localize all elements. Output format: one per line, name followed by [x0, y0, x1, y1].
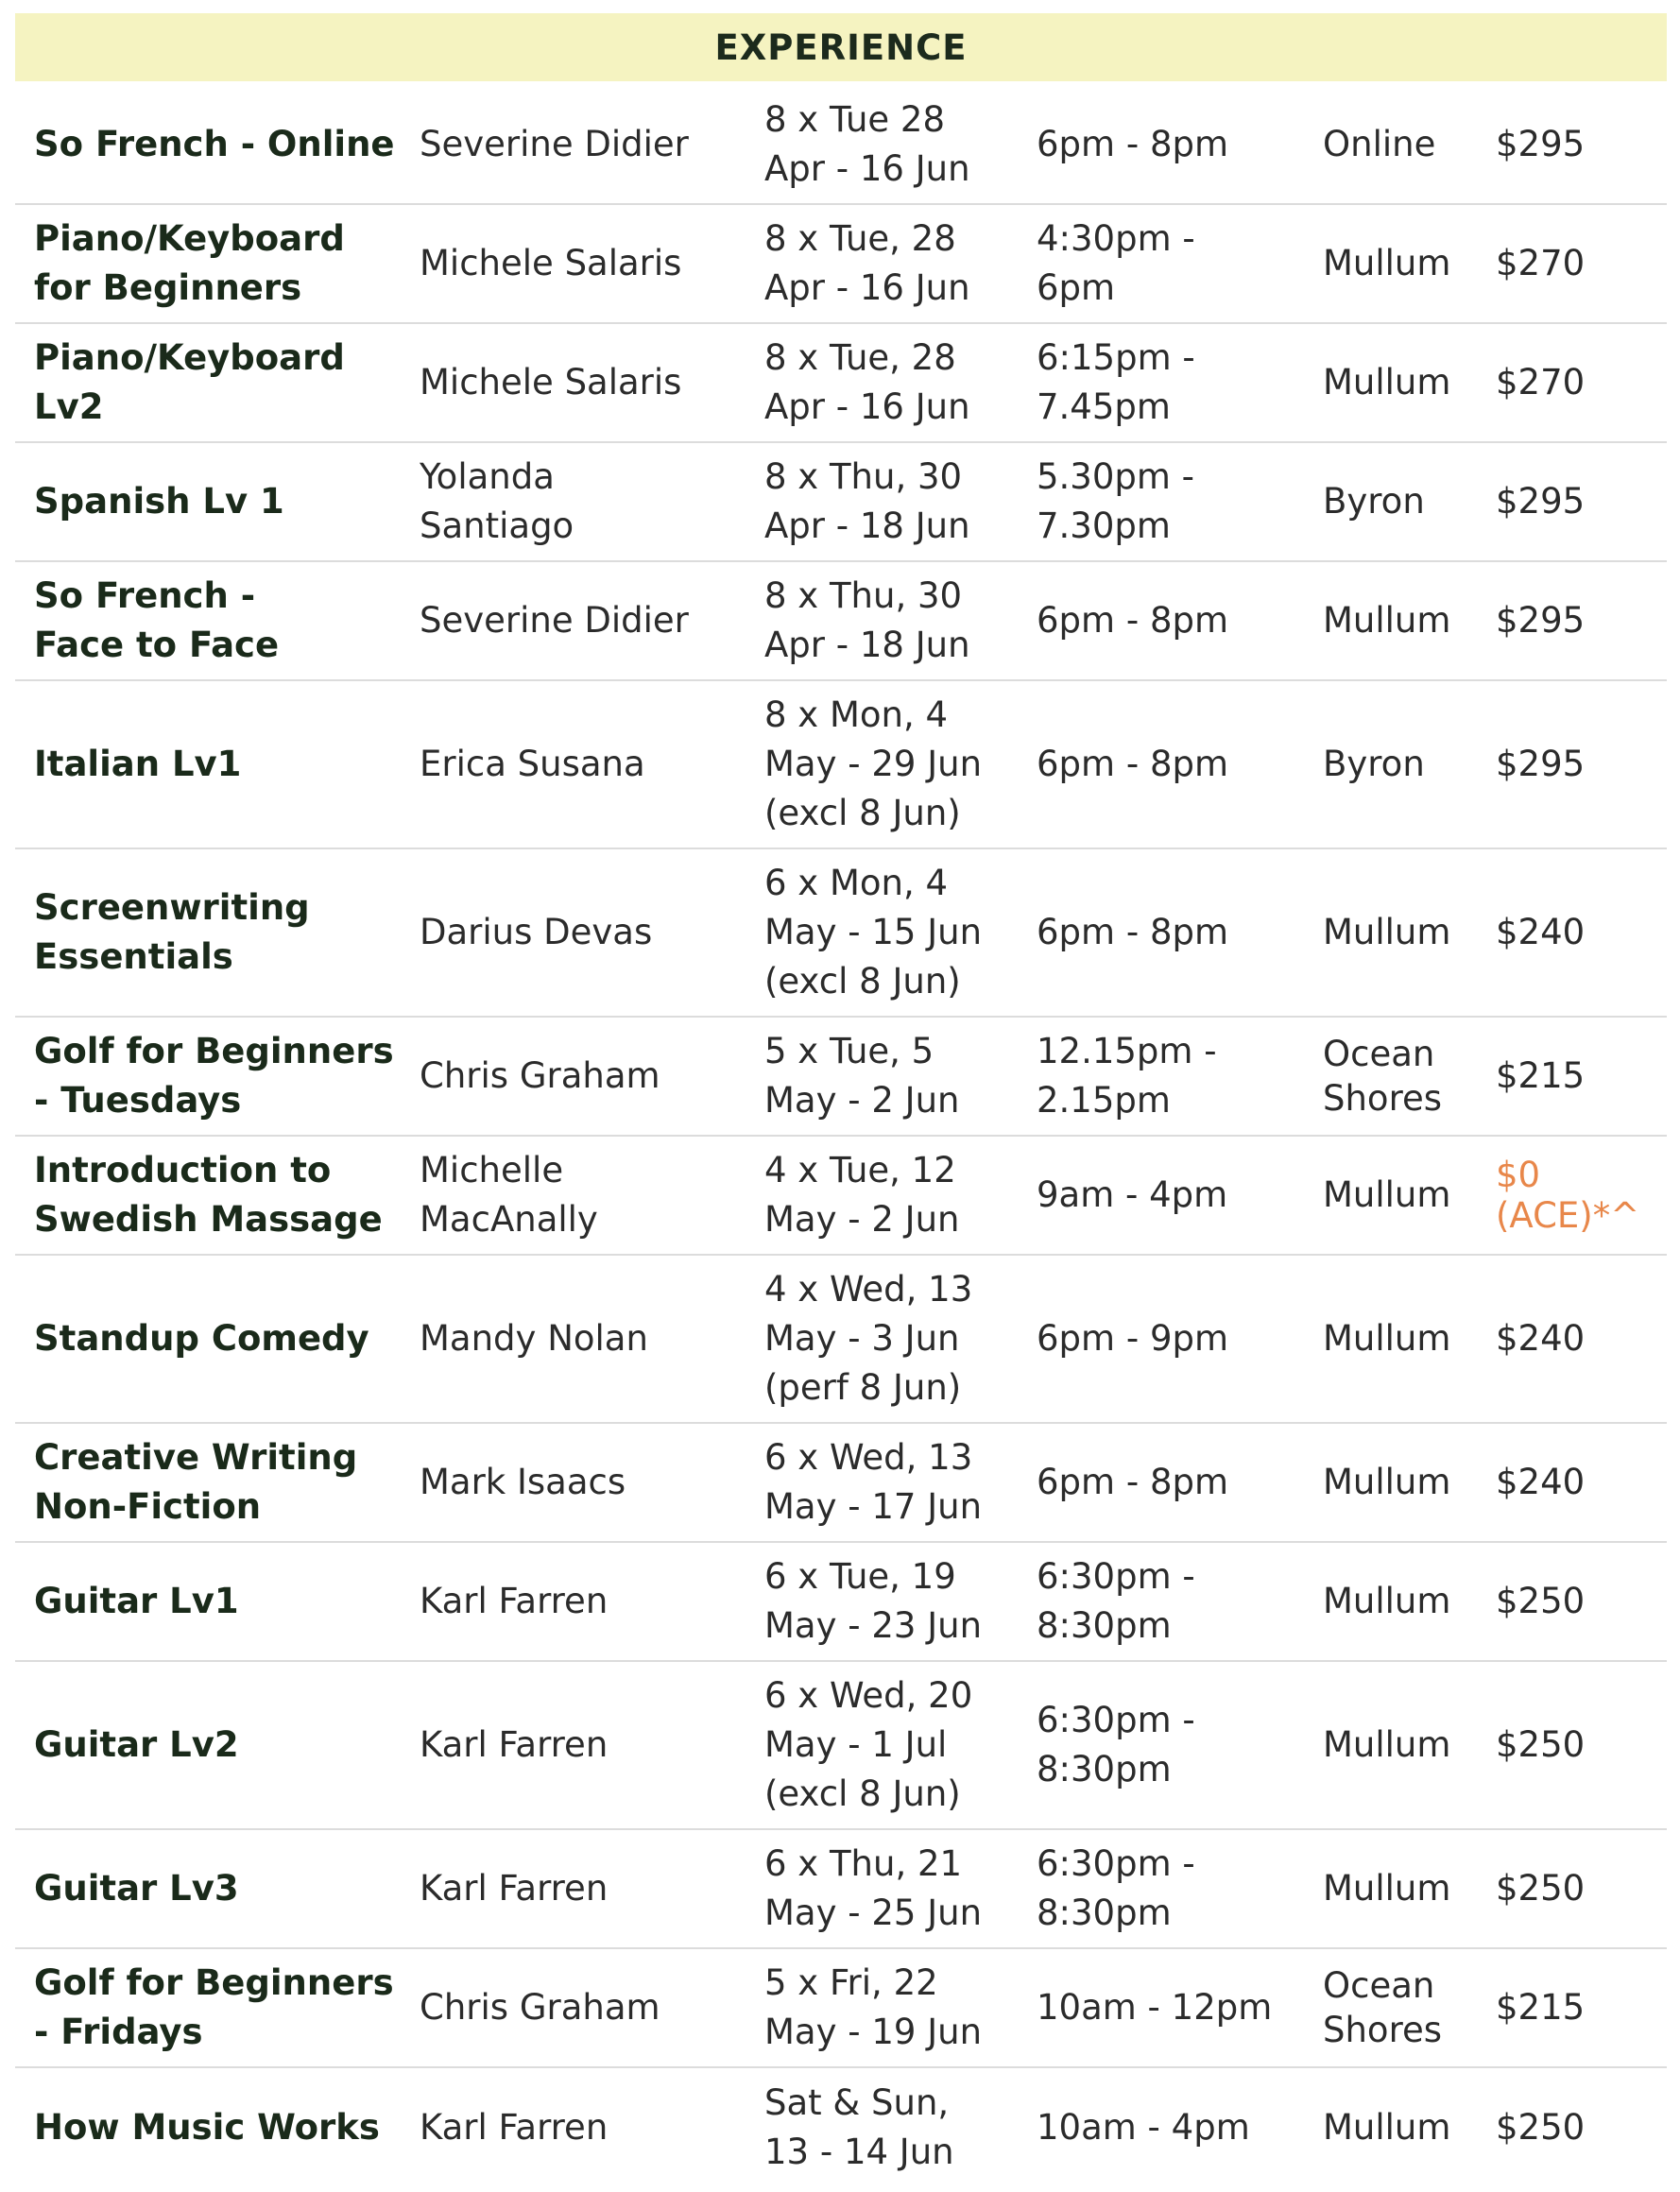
course-price: $295 [1496, 123, 1586, 164]
course-location: Online [1323, 123, 1436, 164]
course-time: 6:30pm - 8:30pm [1037, 1556, 1195, 1646]
course-dates: 5 x Fri, 22 May - 19 Jun [764, 1962, 983, 2052]
course-time: 9am - 4pm [1037, 1174, 1228, 1215]
course-price: $250 [1496, 2106, 1586, 2148]
course-price: $270 [1496, 362, 1586, 402]
tutor-name: Darius Devas [420, 912, 653, 952]
course-name: Introduction to Swedish Massage [34, 1150, 383, 1240]
course-time: 12.15pm - 2.15pm [1037, 1031, 1217, 1121]
tutor-name: Yolanda Santiago [420, 456, 574, 546]
course-dates: 8 x Thu, 30 Apr - 18 Jun [764, 456, 970, 546]
course-time: 6pm - 8pm [1037, 1462, 1229, 1502]
course-price: $295 [1496, 481, 1586, 522]
table-row [15, 848, 1667, 1017]
tutor-name: Chris Graham [420, 1987, 660, 2028]
tutor-name: Chris Graham [420, 1055, 660, 1096]
course-price: $215 [1496, 1055, 1586, 1096]
course-time: 5.30pm - 7.30pm [1037, 456, 1195, 546]
course-time: 10am - 12pm [1037, 1987, 1273, 2028]
course-price: $270 [1496, 243, 1586, 283]
tutor-name: Mandy Nolan [420, 1318, 648, 1359]
course-name: Guitar Lv3 [34, 1868, 239, 1909]
course-location: Mullum [1323, 1581, 1451, 1621]
course-name: Guitar Lv2 [34, 1724, 239, 1765]
course-price: $240 [1496, 1318, 1586, 1359]
course-name: Spanish Lv 1 [34, 481, 284, 522]
course-location: Mullum [1323, 1318, 1451, 1359]
course-price: $240 [1496, 1462, 1586, 1502]
course-location: Mullum [1323, 1868, 1451, 1909]
course-location: Mullum [1323, 1462, 1451, 1502]
table-row [15, 442, 1667, 561]
tutor-name: Mark Isaacs [420, 1462, 626, 1502]
course-location: Byron [1323, 481, 1425, 522]
table-row [15, 85, 1667, 204]
table-row [15, 1661, 1667, 1829]
course-name: Guitar Lv1 [34, 1581, 239, 1621]
course-location: Byron [1323, 744, 1425, 784]
course-price: $295 [1496, 744, 1586, 784]
course-dates: 6 x Mon, 4 May - 15 Jun (excl 8 Jun) [764, 863, 983, 1002]
course-location: Ocean Shores [1323, 1034, 1443, 1119]
table-row [15, 2067, 1667, 2186]
course-time: 6pm - 9pm [1037, 1318, 1229, 1359]
table-row [15, 1948, 1667, 2067]
tutor-name: Erica Susana [420, 744, 645, 784]
course-dates: Sat & Sun, 13 - 14 Jun [764, 2081, 954, 2172]
course-name: Golf for Beginners - Fridays [34, 1962, 394, 2052]
course-price: $240 [1496, 912, 1586, 952]
course-location: Mullum [1323, 600, 1451, 641]
course-dates: 4 x Wed, 13 May - 3 Jun (perf 8 Jun) [764, 1269, 973, 1408]
table-row [15, 323, 1667, 442]
table-row [15, 1423, 1667, 1542]
table-row [15, 1829, 1667, 1948]
table-row [15, 680, 1667, 848]
course-location: Mullum [1323, 243, 1451, 283]
course-location: Mullum [1323, 1724, 1451, 1765]
course-name: Piano/Keyboard for Beginners [34, 218, 345, 308]
course-name: Standup Comedy [34, 1318, 369, 1359]
course-name: Creative Writing Non-Fiction [34, 1437, 358, 1527]
course-location: Ocean Shores [1323, 1965, 1443, 2050]
course-dates: 6 x Thu, 21 May - 25 Jun [764, 1843, 983, 1933]
tutor-name: Severine Didier [420, 600, 689, 641]
course-location: Mullum [1323, 362, 1451, 402]
tutor-name: Michele Salaris [420, 362, 682, 402]
table-row [15, 1017, 1667, 1136]
tutor-name: Severine Didier [420, 123, 689, 164]
course-name: So French - Online [34, 123, 395, 164]
course-time: 6pm - 8pm [1037, 123, 1229, 164]
tutor-name: Karl Farren [420, 1724, 609, 1765]
tutor-name: Karl Farren [420, 2106, 609, 2148]
course-name: How Music Works [34, 2106, 380, 2148]
course-dates: 8 x Tue 28 Apr - 16 Jun [764, 98, 970, 189]
course-dates: 8 x Tue, 28 Apr - 16 Jun [764, 218, 970, 308]
course-price: $215 [1496, 1987, 1586, 2028]
course-name: Piano/Keyboard Lv2 [34, 337, 345, 427]
course-dates: 6 x Tue, 19 May - 23 Jun [764, 1556, 983, 1646]
tutor-name: Karl Farren [420, 1868, 609, 1909]
course-dates: 6 x Wed, 13 May - 17 Jun [764, 1437, 983, 1527]
course-time: 6pm - 8pm [1037, 912, 1229, 952]
table-row [15, 204, 1667, 323]
course-time: 10am - 4pm [1037, 2106, 1250, 2148]
course-time: 4:30pm - 6pm [1037, 218, 1195, 308]
course-dates: 6 x Wed, 20 May - 1 Jul (excl 8 Jun) [764, 1675, 973, 1814]
course-location: Mullum [1323, 2106, 1451, 2148]
course-price: $295 [1496, 600, 1586, 641]
course-name: Screenwriting Essentials [34, 887, 310, 977]
course-price: $250 [1496, 1724, 1586, 1765]
section-header [15, 13, 1667, 81]
course-dates: 8 x Tue, 28 Apr - 16 Jun [764, 337, 970, 427]
tutor-name: Karl Farren [420, 1581, 609, 1621]
course-price-highlight: $0 (ACE)*^ [1496, 1155, 1640, 1236]
course-time: 6pm - 8pm [1037, 744, 1229, 784]
tutor-name: Michele Salaris [420, 243, 682, 283]
course-table-body [15, 85, 1667, 2186]
course-time: 6:30pm - 8:30pm [1037, 1700, 1195, 1790]
course-name: Italian Lv1 [34, 744, 242, 784]
table-row [15, 1542, 1667, 1661]
section-title: EXPERIENCE [714, 26, 968, 68]
course-location: Mullum [1323, 1174, 1451, 1215]
course-price: $250 [1496, 1868, 1586, 1909]
course-dates: 4 x Tue, 12 May - 2 Jun [764, 1150, 960, 1240]
course-dates: 8 x Thu, 30 Apr - 18 Jun [764, 575, 970, 665]
course-dates: 5 x Tue, 5 May - 2 Jun [764, 1031, 960, 1121]
course-time: 6pm - 8pm [1037, 600, 1229, 641]
course-dates: 8 x Mon, 4 May - 29 Jun (excl 8 Jun) [764, 694, 983, 833]
course-table [15, 85, 1667, 2186]
table-row [15, 1255, 1667, 1423]
table-row [15, 1136, 1667, 1255]
course-time: 6:15pm - 7.45pm [1037, 337, 1195, 427]
course-price: $250 [1496, 1581, 1586, 1621]
course-time: 6:30pm - 8:30pm [1037, 1843, 1195, 1933]
course-name: So French - Face to Face [34, 575, 280, 665]
course-name: Golf for Beginners - Tuesdays [34, 1031, 394, 1121]
tutor-name: Michelle MacAnally [420, 1150, 598, 1240]
table-row [15, 561, 1667, 680]
course-location: Mullum [1323, 912, 1451, 952]
